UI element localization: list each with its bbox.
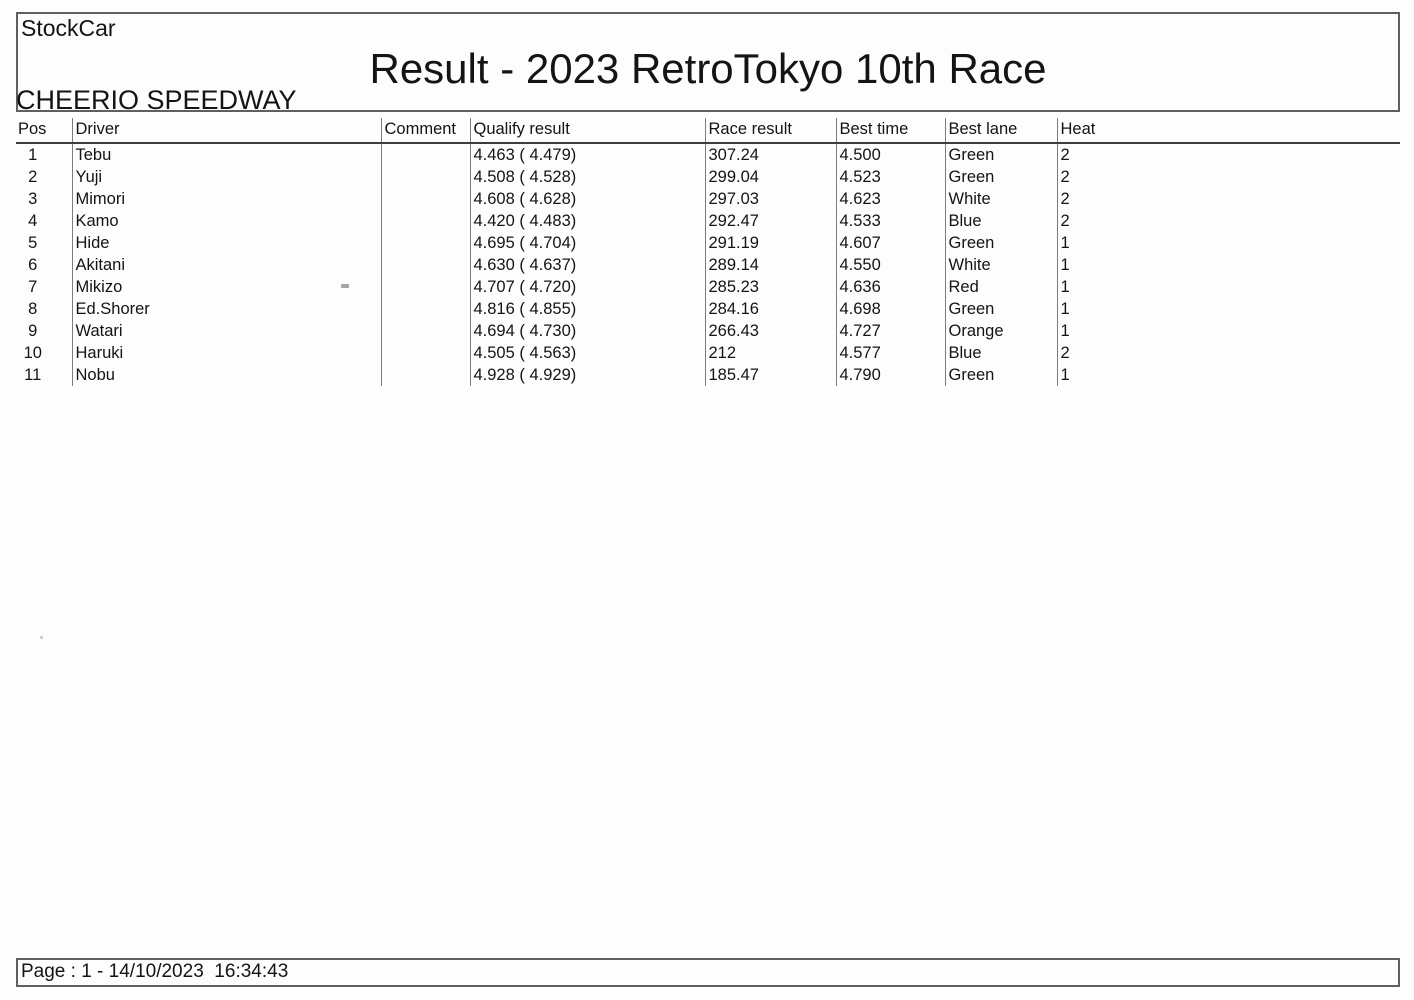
cell-heat: 1	[1057, 254, 1400, 276]
table-header-row	[16, 118, 1400, 143]
cell-best-time: 4.727	[836, 320, 945, 342]
cell-best-lane: Green	[945, 298, 1057, 320]
cell-heat: 1	[1057, 320, 1400, 342]
cell-pos: 9	[28, 322, 38, 340]
cell-driver: Kamo	[72, 210, 381, 232]
cell-pos: 7	[28, 278, 38, 296]
cell-best-time: 4.636	[836, 276, 945, 298]
cell-heat: 2	[1057, 188, 1400, 210]
cell-pos: 10	[23, 344, 42, 362]
cell-qualify-result: 4.707 ( 4.720)	[470, 276, 705, 298]
cell-best-lane: Blue	[945, 342, 1057, 364]
cell-comment	[381, 254, 470, 276]
cell-qualify-result: 4.420 ( 4.483)	[470, 210, 705, 232]
cell-qualify-result: 4.608 ( 4.628)	[470, 188, 705, 210]
cell-best-time: 4.790	[836, 364, 945, 386]
cell-best-lane: Blue	[945, 210, 1057, 232]
venue-name: CHEERIO SPEEDWAY	[16, 85, 297, 115]
cell-comment	[381, 298, 470, 320]
table-row	[16, 364, 1400, 386]
table-row	[16, 254, 1400, 276]
app-name: StockCar	[21, 15, 116, 41]
cell-pos: 5	[28, 234, 38, 252]
cell-driver: Nobu	[72, 364, 381, 386]
cell-qualify-result: 4.816 ( 4.855)	[470, 298, 705, 320]
cell-race-result: 307.24	[705, 143, 836, 166]
cell-best-time: 4.500	[836, 143, 945, 166]
cell-best-lane: Green	[945, 166, 1057, 188]
cell-race-result: 289.14	[705, 254, 836, 276]
cell-heat: 1	[1057, 276, 1400, 298]
column-header-pos: Pos	[16, 118, 72, 143]
cell-best-lane: Green	[945, 232, 1057, 254]
cell-pos: 6	[28, 256, 38, 274]
column-header-driver: Driver	[72, 118, 381, 143]
cell-race-result: 291.19	[705, 232, 836, 254]
page-footer: Page : 1 - 14/10/2023 16:34:43	[21, 961, 289, 982]
cell-race-result: 212	[705, 342, 836, 364]
cell-best-lane: White	[945, 254, 1057, 276]
table-row	[16, 166, 1400, 188]
cell-heat: 2	[1057, 210, 1400, 232]
cell-comment	[381, 188, 470, 210]
cell-comment	[381, 232, 470, 254]
cell-race-result: 266.43	[705, 320, 836, 342]
cell-best-time: 4.607	[836, 232, 945, 254]
header-box	[16, 12, 1400, 115]
table-row	[16, 188, 1400, 210]
results-table	[16, 118, 1400, 386]
cell-best-time: 4.623	[836, 188, 945, 210]
cell-race-result: 284.16	[705, 298, 836, 320]
table-row	[16, 210, 1400, 232]
cell-heat: 1	[1057, 232, 1400, 254]
cell-qualify-result: 4.630 ( 4.637)	[470, 254, 705, 276]
page-title: Result - 2023 RetroTokyo 10th Race	[369, 45, 1047, 92]
cell-best-time: 4.577	[836, 342, 945, 364]
cell-comment	[381, 342, 470, 364]
table-row	[16, 232, 1400, 254]
column-header-qualify-result: Qualify result	[470, 118, 705, 143]
cell-pos: 2	[28, 168, 38, 186]
cell-driver: Yuji	[72, 166, 381, 188]
table-row	[16, 276, 1400, 298]
cell-pos: 1	[28, 146, 38, 164]
table-row	[16, 320, 1400, 342]
table-row	[16, 342, 1400, 364]
cell-qualify-result: 4.508 ( 4.528)	[470, 166, 705, 188]
scan-artifact	[40, 636, 43, 639]
cell-comment	[381, 364, 470, 386]
cell-driver: Mikizo	[72, 276, 381, 298]
cell-driver: Tebu	[72, 143, 381, 166]
cell-pos: 8	[28, 300, 38, 318]
cell-pos: 3	[28, 190, 38, 208]
cell-race-result: 299.04	[705, 166, 836, 188]
cell-pos: 4	[28, 212, 38, 230]
table-row	[16, 143, 1400, 166]
cell-driver: Ed.Shorer	[72, 298, 381, 320]
cell-heat: 1	[1057, 364, 1400, 386]
cell-driver: Haruki	[72, 342, 381, 364]
cell-best-lane: Orange	[945, 320, 1057, 342]
cell-qualify-result: 4.928 ( 4.929)	[470, 364, 705, 386]
column-header-best-lane: Best lane	[945, 118, 1057, 143]
cell-heat: 2	[1057, 166, 1400, 188]
table-row	[16, 298, 1400, 320]
cell-driver: Watari	[72, 320, 381, 342]
cell-best-time: 4.698	[836, 298, 945, 320]
cell-heat: 2	[1057, 143, 1400, 166]
cell-driver: Akitani	[72, 254, 381, 276]
cell-best-lane: Green	[945, 364, 1057, 386]
cell-race-result: 292.47	[705, 210, 836, 232]
cell-best-lane: Red	[945, 276, 1057, 298]
cell-qualify-result: 4.463 ( 4.479)	[470, 143, 705, 166]
cell-qualify-result: 4.694 ( 4.730)	[470, 320, 705, 342]
cell-comment	[381, 166, 470, 188]
cell-best-time: 4.550	[836, 254, 945, 276]
cell-race-result: 297.03	[705, 188, 836, 210]
cell-driver: Mimori	[72, 188, 381, 210]
column-header-best-time: Best time	[836, 118, 945, 143]
cell-qualify-result: 4.505 ( 4.563)	[470, 342, 705, 364]
cell-best-time: 4.533	[836, 210, 945, 232]
cell-comment	[381, 210, 470, 232]
column-header-comment: Comment	[381, 118, 470, 143]
cell-race-result: 285.23	[705, 276, 836, 298]
column-header-race-result: Race result	[705, 118, 836, 143]
cell-pos: 11	[24, 366, 42, 384]
cell-heat: 2	[1057, 342, 1400, 364]
cell-comment	[381, 320, 470, 342]
footer-box	[16, 958, 1400, 987]
column-header-heat: Heat	[1057, 118, 1400, 143]
cell-qualify-result: 4.695 ( 4.704)	[470, 232, 705, 254]
cell-best-lane: Green	[945, 143, 1057, 166]
cell-best-time: 4.523	[836, 166, 945, 188]
cell-driver: Hide	[72, 232, 381, 254]
scan-artifact	[341, 284, 349, 288]
cell-heat: 1	[1057, 298, 1400, 320]
cell-best-lane: White	[945, 188, 1057, 210]
cell-comment	[381, 276, 470, 298]
cell-comment	[381, 143, 470, 166]
cell-race-result: 185.47	[705, 364, 836, 386]
